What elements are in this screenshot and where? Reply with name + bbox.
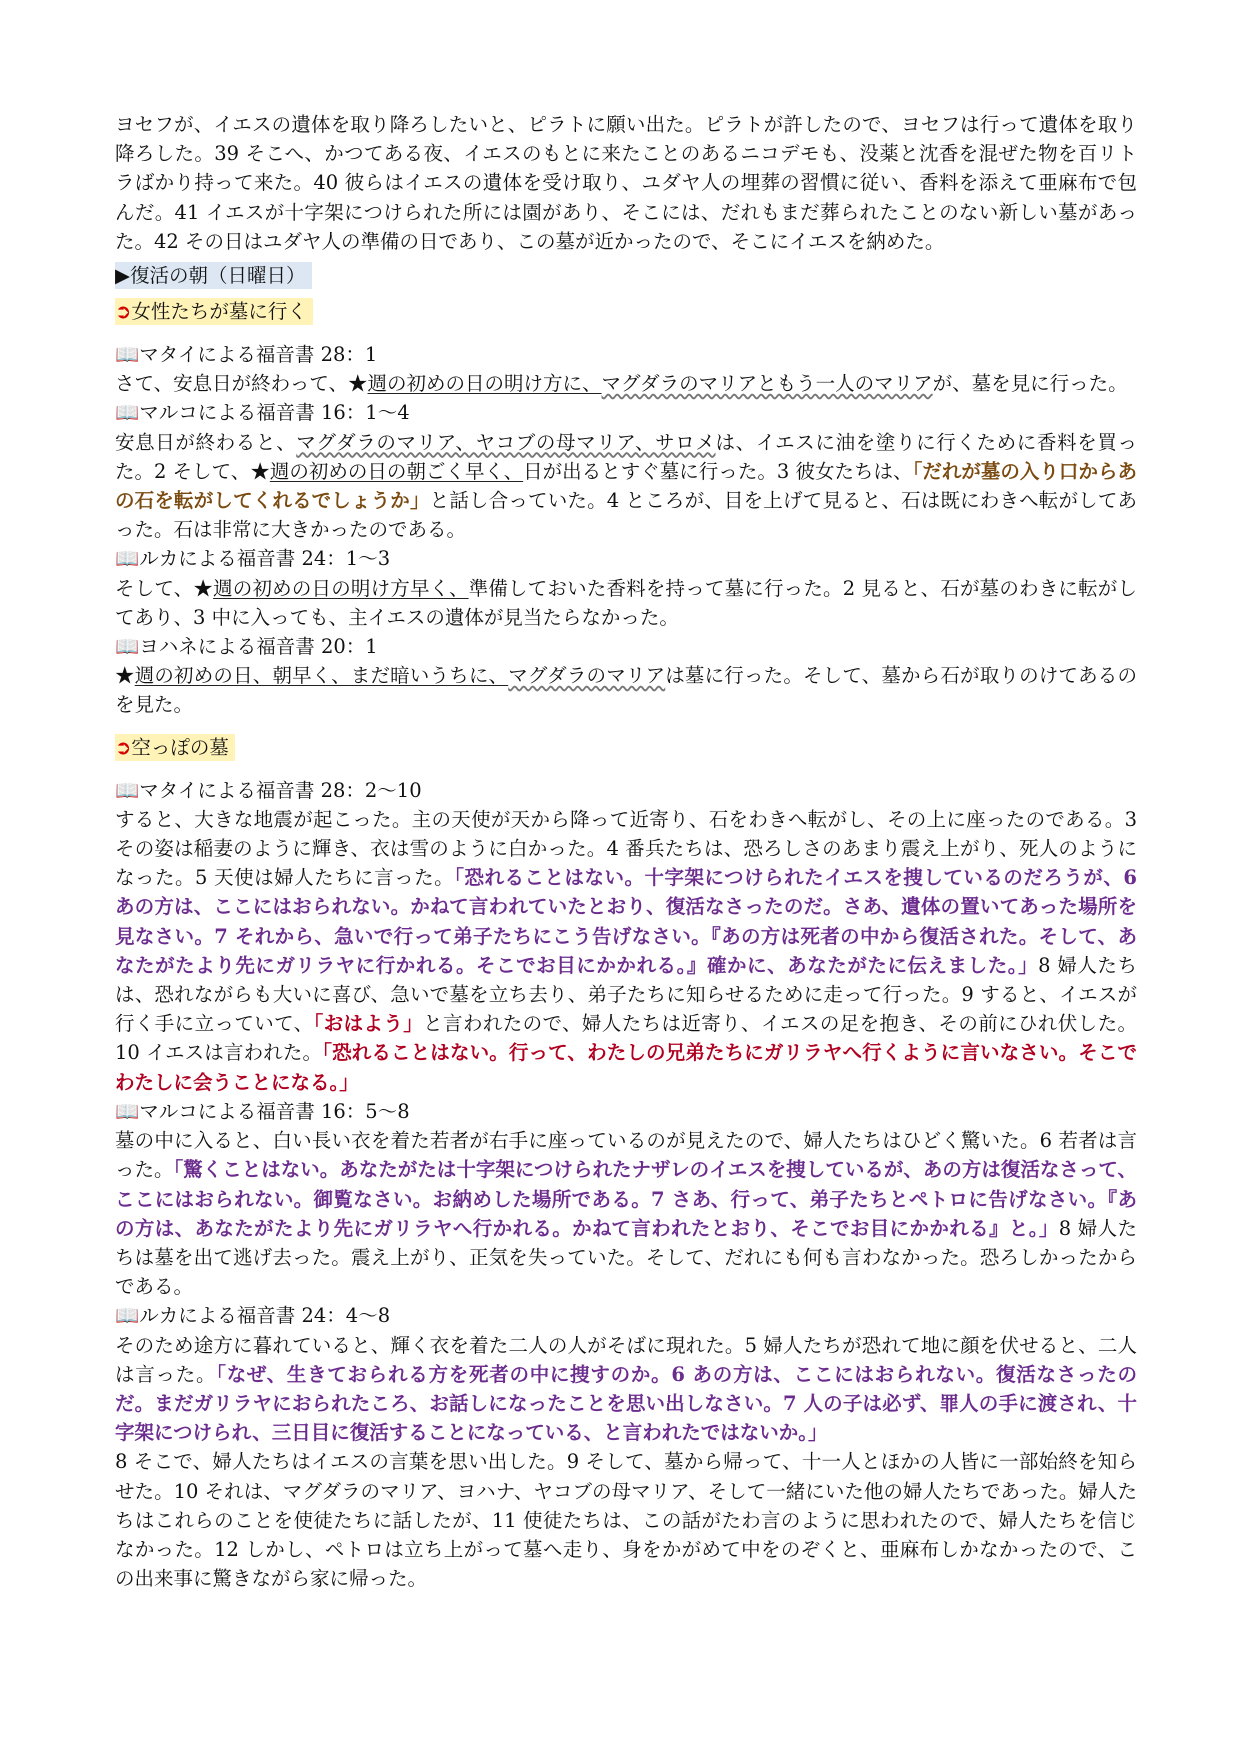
quote-text: 「なぜ、生きておられる方を死者の中に捜すのか。6 あの方は、ここにはおられない。復活なさったのだ。まだガリラヤにおられたころ、お話しになったことを思い出しなさい。7 人の子は必ず、罪人の手に渡され、十字架につけられ、三日目に復活することになっている、と言われたではないか。」 xyxy=(115,1362,1137,1445)
verse-paragraph: 8 そこで、婦人たちはイエスの言葉を思い出した。9 そして、墓から帰って、十一人とほかの人皆に一部始終を知らせた。10 それは、マグダラのマリア、ヨハナ、ヤコブの母マリア、そして一緒にいた他の婦人たちであった。婦人たちはこれらのことを使徒たちに話したが、11 使徒たちは、この話がたわ言のように思われたので、婦人たちを信じなかった。12 しかし、ペトロは立ち上がって墓へ走り、身をかがめて中をのぞくと、亜麻布しかなかったので、この出来事に驚きながら家に帰った。 xyxy=(115,1450,1137,1591)
subsection-title: 空っぽの墓 xyxy=(131,735,229,759)
arrow-icon: ➲ xyxy=(115,735,132,759)
scripture-reference: 📖ルカによる福音書 24：1〜3 xyxy=(115,547,391,571)
scripture-reference: 📖マタイによる福音書 28：2〜10 xyxy=(115,778,422,802)
verse-paragraph: ★週の初めの日、朝早く、まだ暗いうちに、マグダラのマリアは墓に行った。そして、墓から石が取りのけてあるのを見た。 xyxy=(115,664,1137,717)
section-heading-resurrection-morning xyxy=(115,260,1137,292)
verse-paragraph: そして、★週の初めの日の明け方早く、準備しておいた香料を持って墓に行った。2 見ると、石が墓のわきに転がしてあり、3 中に入っても、主イエスの遺体が見当たらなかった。 xyxy=(115,576,1137,629)
subsection-heading-empty-tomb xyxy=(115,732,1137,764)
book-icon: 📖 xyxy=(115,778,140,802)
intro-paragraph: ヨセフが、イエスの遺体を取り降ろしたいと、ピラトに願い出た。ピラトが許したので、ヨセフは行って遺体を取り降ろした。39 そこへ、かつてある夜、イエスのもとに来たことのあるニコデモも、没薬と沈香を混ぜた物を百リトラばかり持って来た。40 彼らはイエスの遺体を受け取り、ユダヤ人の埋葬の習慣に従い、香料を添えて亜麻布で包んだ。41 イエスが十字架につけられた所には園があり、そこには、だれもまだ葬られたことのない新しい墓があった。42 その日はユダヤ人の準備の日であり、この墓が近かったので、そこにイエスを納めた。 xyxy=(115,113,1137,253)
book-icon: 📖 xyxy=(115,1304,140,1328)
book-icon: 📖 xyxy=(115,635,140,659)
subsection-title-box xyxy=(115,298,313,325)
book-icon: 📖 xyxy=(115,547,140,571)
subsection-heading-women-go-to-tomb xyxy=(115,296,1137,328)
quote-text: 「おはよう」 xyxy=(313,1012,424,1036)
arrow-icon: ➲ xyxy=(115,300,132,324)
subsection-title: 女性たちが墓に行く xyxy=(131,300,307,324)
quote-text: 「恐れることはない。行って、わたしの兄弟たちにガリラヤへ行くように言いなさい。そこでわたしに会うことになる。」 xyxy=(115,1041,1137,1094)
verse-paragraph: 安息日が終わると、マグダラのマリア、ヤコブの母マリア、サロメは、イエスに油を塗りに行くために香料を買った。2 そして、★週の初めの日の朝ごく早く、日が出るとすぐ墓に行った。3 彼女たちは、「だれが墓の入り口からあの石を転がしてくれるでしょうか」と話し合っていた。4 ところが、目を上げて見ると、石は既にわきへ転がしてあった。石は非常に大きかったのである。 xyxy=(115,430,1137,542)
subsection-title-box xyxy=(115,734,235,761)
scripture-reference: 📖マタイによる福音書 28：1 xyxy=(115,343,378,367)
quote-text: 「驚くことはない。あなたがたは十字架につけられたナザレのイエスを捜しているが、あの方は復活なさって、ここにはおられない。御覧なさい。お納めした場所である。7 さあ、行って、弟子たちとペトロに告げなさい。『あの方は、あなたがたより先にガリラヤへ行かれる。かねて言われたとおり、そこでお目にかかれる』と。」 xyxy=(115,1158,1137,1240)
book-icon: 📖 xyxy=(115,401,140,425)
quote-text: 「恐れることはない。十字架につけられたイエスを捜しているのだろうが、6 あの方は、ここにはおられない。かねて言われていたとおり、復活なさったのだ。さあ、遺体の置いてあった場所を見なさい。7 それから、急いで行って弟子たちにこう告げなさい。『あの方は死者の中から復活された。そして、あなたがたより先にガリラヤに行かれる。そこでお目にかかれる。』確かに、あなたがたに伝えました。」 xyxy=(115,866,1137,977)
scripture-reference: 📖ルカによる福音書 24：4〜8 xyxy=(115,1304,391,1328)
book-icon: 📖 xyxy=(115,343,140,367)
verse-paragraph: すると、大きな地震が起こった。主の天使が天から降って近寄り、石をわきへ転がし、その上に座ったのである。3 その姿は稲妻のように輝き、衣は雪のように白かった。4 番兵たちは、恐ろしさのあまり震え上がり、死人のようになった。5 天使は婦人たちに言った。「恐れることはない。十字架につけられたイエスを捜しているのだろうが、6 あの方は、ここにはおられない。かねて言われていたとおり、復活なさったのだ。さあ、遺体の置いてあった場所を見なさい。7 それから、急いで行って弟子たちにこう告げなさい。『あの方は死者の中から復活された。そして、あなたがたより先にガリラヤに行かれる。そこでお目にかかれる。』確かに、あなたがたに伝えました。」8 婦人たちは、恐れながらも大いに喜び、急いで墓を立ち去り、弟子たちに知らせるために走って行った。9 すると、イエスが行く手に立っていて、「おはよう」と言われたので、婦人たちは近寄り、イエスの足を抱き、その前にひれ伏した。10 イエスは言われた。「恐れることはない。行って、わたしの兄弟たちにガリラヤへ行くように言いなさい。そこでわたしに会うことになる。」 xyxy=(115,807,1137,1094)
scripture-reference: 📖ヨハネによる福音書 20：1 xyxy=(115,635,378,659)
book-icon: 📖 xyxy=(115,1099,140,1123)
scripture-reference: 📖マルコによる福音書 16：1〜4 xyxy=(115,401,410,425)
verse-paragraph: そのため途方に暮れていると、輝く衣を着た二人の人がそばに現れた。5 婦人たちが恐れて地に顔を伏せると、二人は言った。「なぜ、生きておられる方を死者の中に捜すのか。6 あの方は、ここにはおられない。復活なさったのだ。まだガリラヤにおられたころ、お話しになったことを思い出しなさい。7 人の子は必ず、罪人の手に渡され、十字架につけられ、三日目に復活することになっている、と言われたではないか。」 xyxy=(115,1333,1137,1445)
verse-paragraph: 墓の中に入ると、白い長い衣を着た若者が右手に座っているのが見えたので、婦人たちはひどく驚いた。6 若者は言った。「驚くことはない。あなたがたは十字架につけられたナザレのイエスを捜しているが、あの方は復活なさって、ここにはおられない。御覧なさい。お納めした場所である。7 さあ、行って、弟子たちとペトロに告げなさい。『あの方は、あなたがたより先にガリラヤへ行かれる。かねて言われたとおり、そこでお目にかかれる』と。」8 婦人たちは墓を出て逃げ去った。震え上がり、正気を失っていた。そして、だれにも何も言わなかった。恐ろしかったからである。 xyxy=(115,1129,1137,1299)
document-page xyxy=(115,110,1137,1593)
verse-paragraph: さて、安息日が終わって、★週の初めの日の明け方に、マグダラのマリアともう一人のマリアが、墓を見に行った。 xyxy=(115,372,1128,396)
scripture-reference: 📖マルコによる福音書 16：5〜8 xyxy=(115,1099,410,1123)
quote-text: 「だれが墓の入り口からあの石を転がしてくれるでしょうか」 xyxy=(115,459,1137,513)
section-main-title: ▶復活の朝（日曜日） xyxy=(115,262,312,289)
